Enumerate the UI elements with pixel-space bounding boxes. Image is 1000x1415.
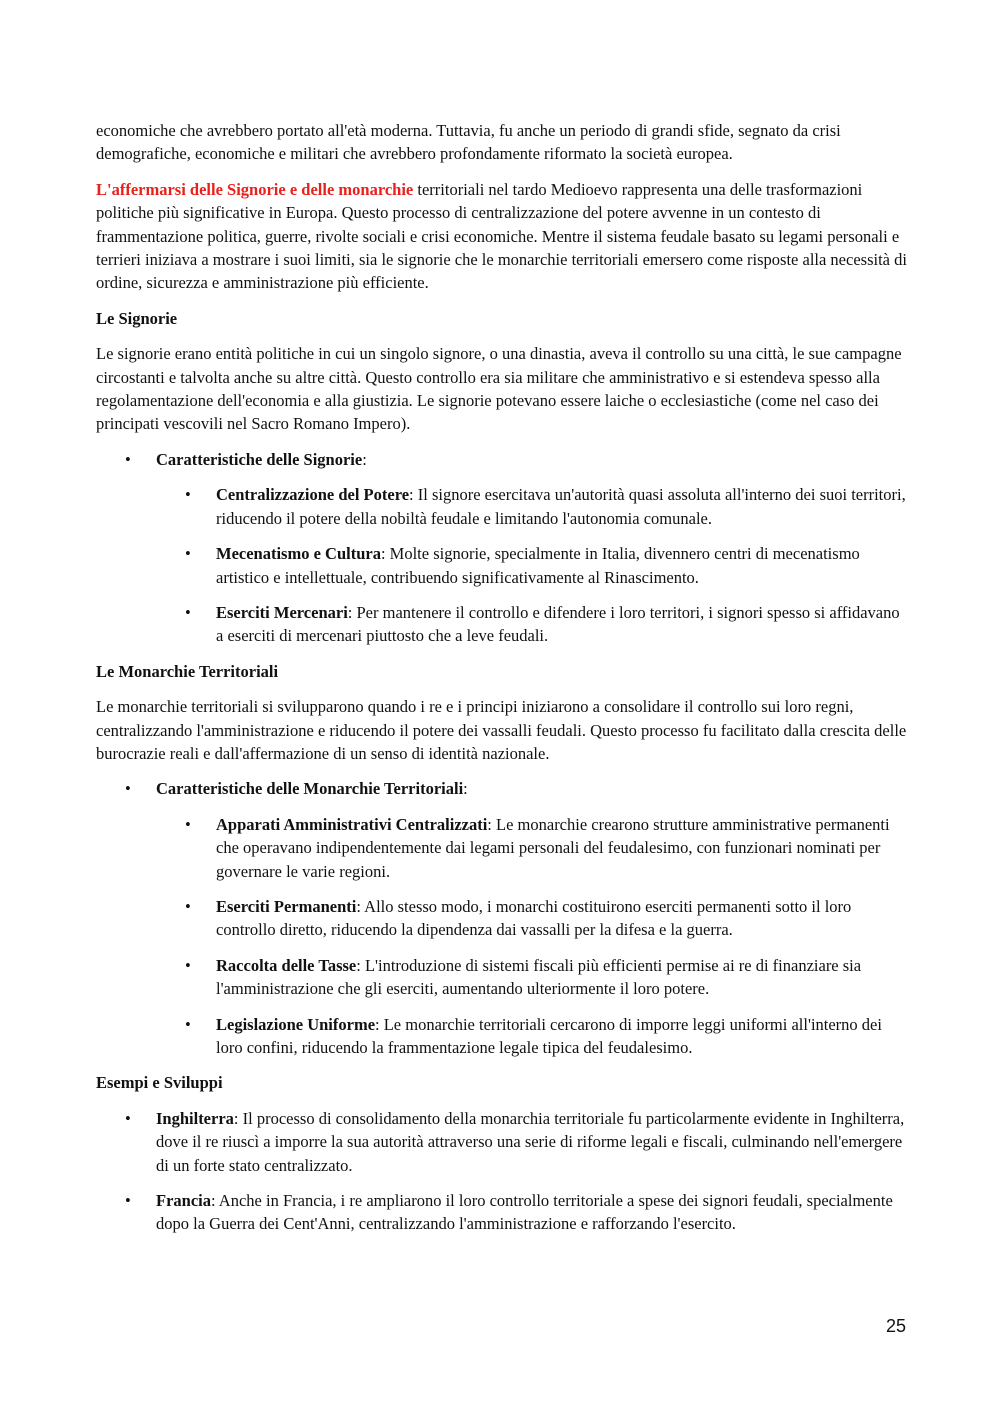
list-item xyxy=(156,542,908,589)
list-item-text: : Il processo di consolidamento della monarchia territoriale fu particolarmente evidente in Inghilterra, dove il re riuscì a imporre la sua autorità attraverso una serie di riforme legali e fiscali, culminando nell'emergere di un forte stato centralizzato. xyxy=(156,1108,905,1175)
list-item xyxy=(96,1107,908,1177)
list-item-term: Centralizzazione del Potere xyxy=(216,485,410,505)
list-item-text: : Le monarchie crearono strutture amministrative permanenti che operavano indipendentemente dai legami personali del feudalesimo, con funzionari nominati per governare le varie regioni. xyxy=(216,814,890,881)
signorie-list xyxy=(96,448,908,648)
esempi-list xyxy=(96,1107,908,1236)
section-heading-esempi: Esempi e Sviluppi xyxy=(96,1073,223,1093)
monarchie-paragraph: Le monarchie territoriali si svilupparono quando i re e i principi iniziarono a consolidare il controllo sui loro regni, centralizzando l'amministrazione e riducendo il potere dei vassalli feudali. Questo processo fu facilitato dalla crescita delle burocrazie reali e dall'affermazione di un senso di identità nazionale. xyxy=(96,697,907,763)
list-item-text: : Allo stesso modo, i monarchi costituirono eserciti permanenti sotto il loro controllo diretto, riducendo la dipendenza dai vassalli per la difesa e la guerra. xyxy=(216,896,852,940)
list-item-term: Apparati Amministrativi Centralizzati xyxy=(216,814,488,834)
list-item-term: Eserciti Permanenti xyxy=(216,896,357,916)
highlighted-phrase: L'affermarsi delle Signorie e delle monarchie xyxy=(96,179,414,199)
list-item xyxy=(96,777,908,1059)
list-item xyxy=(156,954,908,1001)
section-heading-signorie: Le Signorie xyxy=(96,308,178,328)
list-item-text: : Molte signorie, specialmente in Italia, divennero centri di mecenatismo artistico e intellettuale, contribuendo significativamente al Rinascimento. xyxy=(216,544,860,587)
list-item-text: : Anche in Francia, i re ampliarono il loro controllo territoriale a spese dei signori feudali, specialmente dopo la Guerra dei Cent'Anni, centralizzando l'amministrazione e rafforzando l'esercito. xyxy=(156,1191,893,1234)
list-item-term: Inghilterra xyxy=(156,1108,234,1128)
list-item xyxy=(96,448,908,648)
section-heading-monarchie: Le Monarchie Territoriali xyxy=(96,661,279,681)
list-item-term: Mecenatismo e Cultura xyxy=(216,544,381,564)
list-item-colon: : xyxy=(463,779,468,799)
list-item xyxy=(156,1013,908,1060)
list-item-text: : Le monarchie territoriali cercarono di imporre leggi uniformi all'interno dei loro confini, riducendo la frammentazione legale tipica del feudalesimo. xyxy=(216,1014,882,1057)
signorie-paragraph: Le signorie erano entità politiche in cui un singolo signore, o una dinastia, aveva il controllo su una città, le sue campagne circostanti e talvolta anche su altre città. Questo controllo era sia militare che amministrativo e si estendeva spesso alla regolamentazione dell'economia e alla giustizia. Le signorie potevano essere laiche o ecclesiastiche (come nel caso dei principati vescovili nel Sacro Romano Impero). xyxy=(96,344,902,434)
monarchie-list xyxy=(96,777,908,1059)
list-item xyxy=(96,1189,908,1236)
list-item-term: Raccolta delle Tasse xyxy=(216,955,357,975)
list-item-text: : Il signore esercitava un'autorità quasi assoluta all'interno dei suoi territori, riducendo il potere della nobiltà feudale e limitando l'autonomia comunale. xyxy=(216,485,906,528)
list-item-text: : Per mantenere il controllo e difendere i loro territori, i signori spesso si affidavano a eserciti di mercenari piuttosto che a leve feudali. xyxy=(216,602,900,646)
list-item xyxy=(156,601,908,648)
monarchie-sublist xyxy=(156,813,908,1060)
signorie-sublist xyxy=(156,483,908,647)
list-item xyxy=(156,483,908,530)
list-item-term: Francia xyxy=(156,1191,211,1211)
page-number: 25 xyxy=(885,1316,906,1336)
intro-paragraph: economiche che avrebbero portato all'età moderna. Tuttavia, fu anche un periodo di grandi sfide, segnato da crisi demografiche, economiche e militari che avrebbero profondamente riformato la società europea. xyxy=(96,121,841,164)
list-item-title: Caratteristiche delle Monarchie Territoriali xyxy=(156,779,464,799)
list-item-term: Legislazione Uniforme xyxy=(216,1014,376,1034)
list-item-text: : L'introduzione di sistemi fiscali più efficienti permise ai re di finanziare sia l'amministrazione che gli eserciti, aumentando ulteriormente il loro potere. xyxy=(216,955,862,999)
document-page xyxy=(96,119,908,1248)
list-item xyxy=(156,813,908,883)
list-item xyxy=(156,895,908,942)
list-item-term: Eserciti Mercenari xyxy=(216,602,348,622)
affermarsi-paragraph xyxy=(96,178,908,295)
affermarsi-text: territoriali nel tardo Medioevo rappresenta una delle trasformazioni politiche più significative in Europa. Questo processo di centralizzazione del potere avvenne in un contesto di frammentazione politica, guerre, rivolte sociali e crisi economiche. Mentre il sistema feudale basato su legami personali e terrieri iniziava a mostrare i suoi limiti, sia le signorie che le monarchie territoriali emersero come risposte alla necessità di ordine, sicurezza e amministrazione più efficiente. xyxy=(96,179,907,293)
list-item-title: Caratteristiche delle Signorie xyxy=(156,449,363,469)
list-item-colon: : xyxy=(362,449,367,469)
